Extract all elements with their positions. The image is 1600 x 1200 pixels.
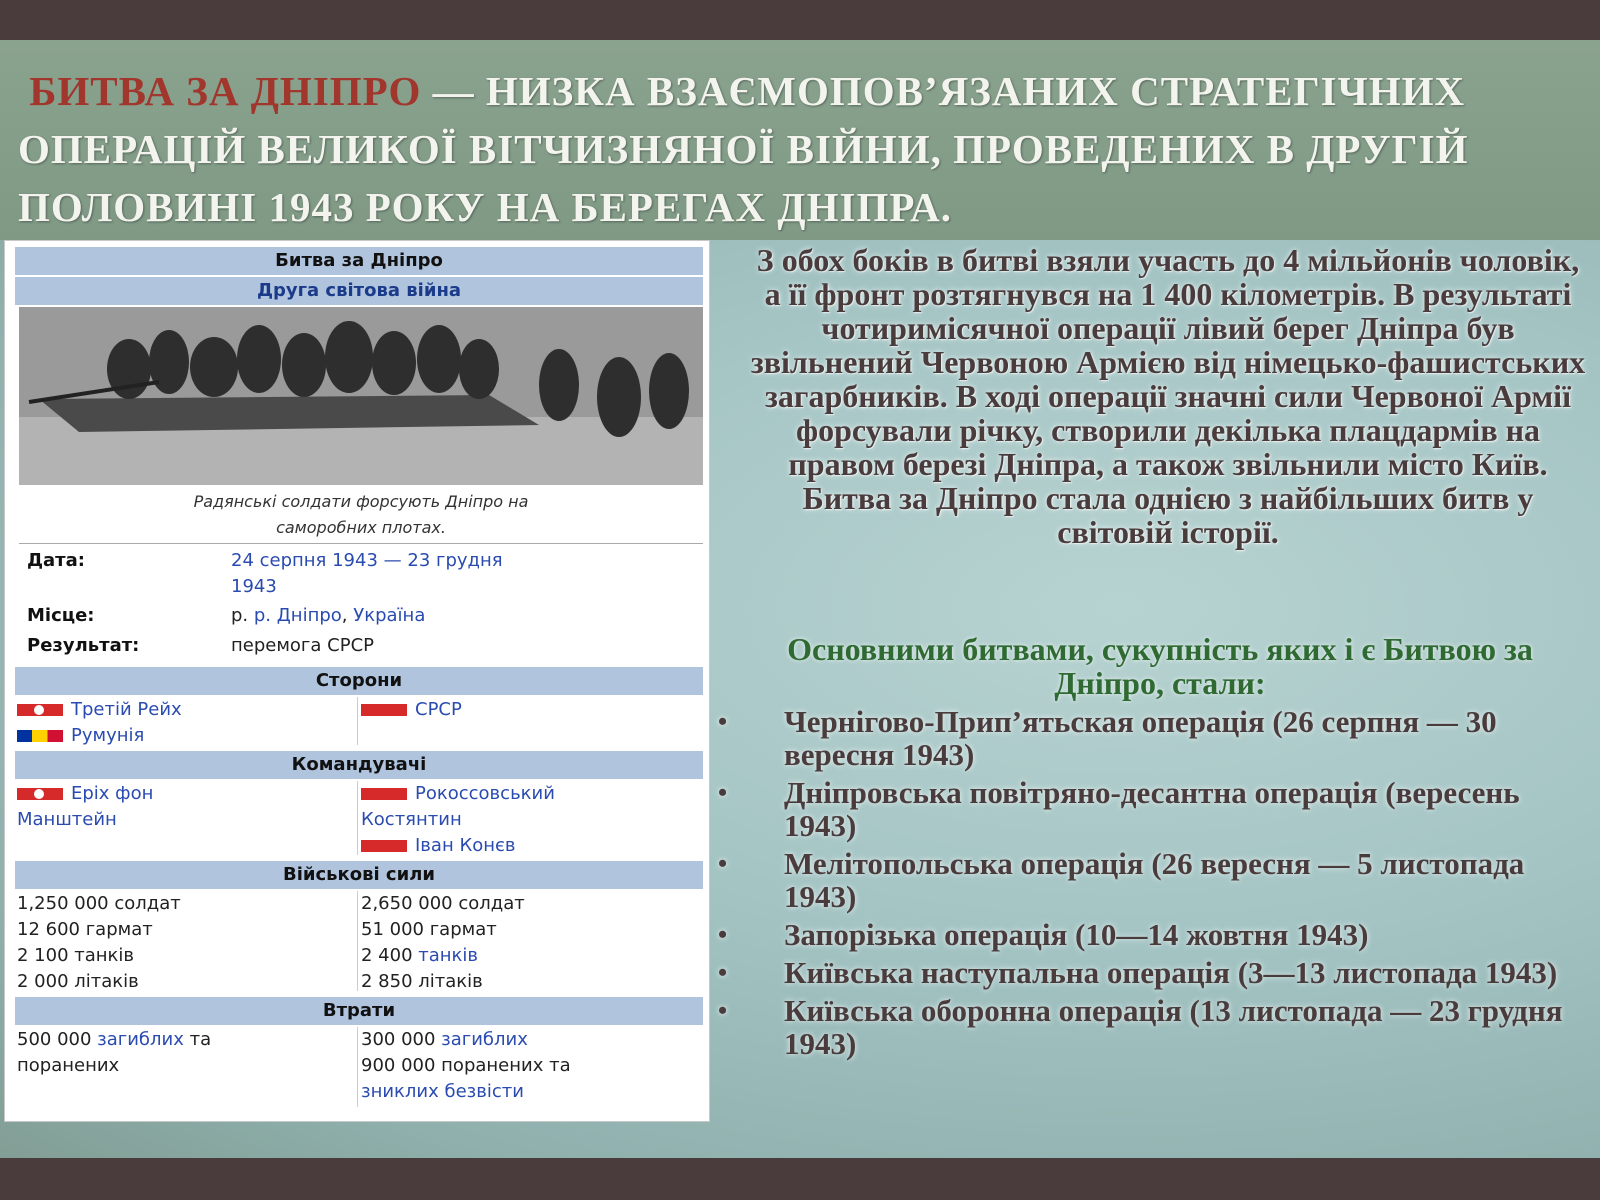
- forces-2-guns: 51 000 гармат: [361, 919, 497, 940]
- losses-1-count: 500 000: [17, 1029, 98, 1050]
- commander-manstein-line-2[interactable]: Манштейн: [17, 809, 117, 830]
- forces-2-tanks-count: 2 400: [361, 945, 419, 966]
- operations-heading: Основними битвами, сукупність яких і є Битвою за Дніпро, стали:: [787, 631, 1533, 701]
- operation-text: Київська оборонна операція (13 листопада — 23 грудня 1943): [784, 993, 1563, 1061]
- losses-2-count: 300 000: [361, 1029, 442, 1050]
- commander-rokossovsky-line-2[interactable]: Костянтин: [361, 809, 462, 830]
- photo-caption: [19, 489, 703, 541]
- losses-1: [17, 1027, 353, 1079]
- missing-link[interactable]: зниклих безвісти: [361, 1081, 524, 1102]
- losses-1-and: та: [183, 1029, 212, 1050]
- caption-line-2: саморобних плотах.: [276, 518, 446, 537]
- slide-title: [18, 62, 1593, 236]
- operation-text: Мелітопольська операція (26 вересня — 5 листопада 1943): [784, 846, 1525, 914]
- column-divider: [357, 697, 358, 745]
- operation-text: Дніпровська повітряно-десантна операція (вересень 1943): [784, 775, 1520, 843]
- infobox: [4, 240, 710, 1122]
- operation-text: Запорізька операція (10—14 жовтня 1943): [784, 917, 1369, 952]
- forces-1-tanks: 2 100 танків: [17, 945, 135, 966]
- killed-link[interactable]: загиблих: [441, 1029, 528, 1050]
- ussr-flag-icon: [361, 840, 407, 852]
- place-value: р. р. Дніпро, Україна: [231, 605, 426, 626]
- column-divider: [357, 781, 358, 855]
- side-1: [17, 697, 182, 749]
- place-river-link[interactable]: р. Дніпро: [253, 605, 342, 626]
- forces-header: Військові сили: [15, 861, 703, 889]
- bottom-bar: [0, 1158, 1600, 1200]
- bullet-icon: •: [718, 958, 728, 987]
- column-divider: [357, 1027, 358, 1107]
- place-label: Місце:: [27, 605, 95, 626]
- list-item: [718, 956, 1588, 989]
- losses-2: [361, 1027, 701, 1105]
- top-bar: [0, 0, 1600, 40]
- infobox-title: Битва за Дніпро: [15, 247, 703, 275]
- column-divider: [357, 891, 358, 991]
- title-rest: — НИЗКА ВЗАЄМОПОВ’ЯЗАНИХ СТРАТЕГІЧНИХ ОПЕРАЦІЙ ВЕЛИКОЇ ВІТЧИЗНЯНОЇ ВІЙНИ, ПРОВЕДЕНИХ В ДРУГІЙ ПОЛОВИНІ 1943 РОКУ НА БЕРЕГАХ ДНІПРА.: [18, 68, 1469, 230]
- commander-rokossovsky[interactable]: Рокоссовський: [415, 783, 555, 804]
- commanders-header: Командувачі: [15, 751, 703, 779]
- operation-text: Чернігово-Прип’ятьская операція (26 серпня — 30 вересня 1943): [784, 704, 1497, 772]
- place-country-link[interactable]: Україна: [353, 605, 426, 626]
- reich-flag-icon: [17, 704, 63, 716]
- infobox-subtitle[interactable]: Друга світова війна: [15, 277, 703, 305]
- ussr-flag-icon: [361, 704, 407, 716]
- list-item: [718, 994, 1588, 1060]
- title-accent: БИТВА ЗА ДНІПРО: [29, 68, 422, 114]
- forces-1: [17, 891, 181, 995]
- list-item: [718, 776, 1588, 842]
- date-value-line-2[interactable]: 1943: [231, 576, 277, 597]
- list-item: [718, 847, 1588, 913]
- list-item: [718, 918, 1588, 951]
- result-value: перемога СРСР: [231, 635, 374, 656]
- bullet-icon: •: [718, 849, 728, 878]
- forces-2: [361, 891, 525, 995]
- bullet-icon: •: [718, 920, 728, 949]
- killed-link[interactable]: загиблих: [97, 1029, 184, 1050]
- bullet-icon: •: [718, 778, 728, 807]
- result-label: Результат:: [27, 635, 140, 656]
- commanders-2: [361, 781, 701, 859]
- place-separator: ,: [341, 605, 354, 626]
- list-item: [718, 705, 1588, 771]
- forces-2-soldiers: 2,650 000 солдат: [361, 893, 525, 914]
- date-value-line-1[interactable]: 24 серпня 1943 — 23 грудня: [231, 550, 503, 571]
- forces-1-aircraft: 2 000 літаків: [17, 971, 139, 992]
- sides-header: Сторони: [15, 667, 703, 695]
- ussr-flag-icon: [361, 788, 407, 800]
- side-ussr[interactable]: СРСР: [415, 699, 462, 720]
- bullet-icon: •: [718, 996, 728, 1025]
- operation-text: Київська наступальна операція (3—13 листопада 1943): [784, 955, 1558, 990]
- forces-1-soldiers: 1,250 000 солдат: [17, 893, 181, 914]
- commander-konev[interactable]: Іван Конєв: [415, 835, 516, 856]
- commanders-1: [17, 781, 353, 833]
- tanks-link[interactable]: танків: [418, 945, 479, 966]
- operations-list: [718, 705, 1588, 1065]
- divider: [19, 543, 703, 544]
- caption-line-1: Радянські солдати форсують Дніпро на: [193, 492, 529, 511]
- date-label: Дата:: [27, 550, 85, 571]
- romania-flag-icon: [17, 730, 63, 742]
- date-value[interactable]: [231, 548, 691, 600]
- side-third-reich[interactable]: Третій Рейх: [71, 699, 182, 720]
- bullet-icon: •: [718, 707, 728, 736]
- reich-flag-icon: [17, 788, 63, 800]
- summary-paragraph: З обох боків в битві взяли участь до 4 мільйонів чоловік, а її фронт розтягнувся на 1 400 кілометрів. В результаті чотиримісячної операції лівий берег Дніпра був звільнений Червоною Армією від німецько-фашистських загарбників. В ході операції значні сили Червоної Армії форсували річку, створили декілька плацдармів на правом березі Дніпра, а також звільнили місто Київ. Битва за Дніпро стала однією з найбільших битв у світовій історії.: [750, 242, 1586, 550]
- losses-1-wounded: поранених: [17, 1055, 120, 1076]
- losses-header: Втрати: [15, 997, 703, 1025]
- losses-2-wounded: 900 000 поранених та: [361, 1055, 571, 1076]
- side-romania[interactable]: Румунія: [71, 725, 145, 746]
- forces-1-guns: 12 600 гармат: [17, 919, 153, 940]
- forces-2-tanks: [361, 943, 525, 969]
- commander-manstein[interactable]: Еріх фон: [71, 783, 154, 804]
- forces-2-aircraft: 2 850 літаків: [361, 971, 483, 992]
- side-2: [361, 697, 462, 723]
- battle-photo: [19, 307, 703, 485]
